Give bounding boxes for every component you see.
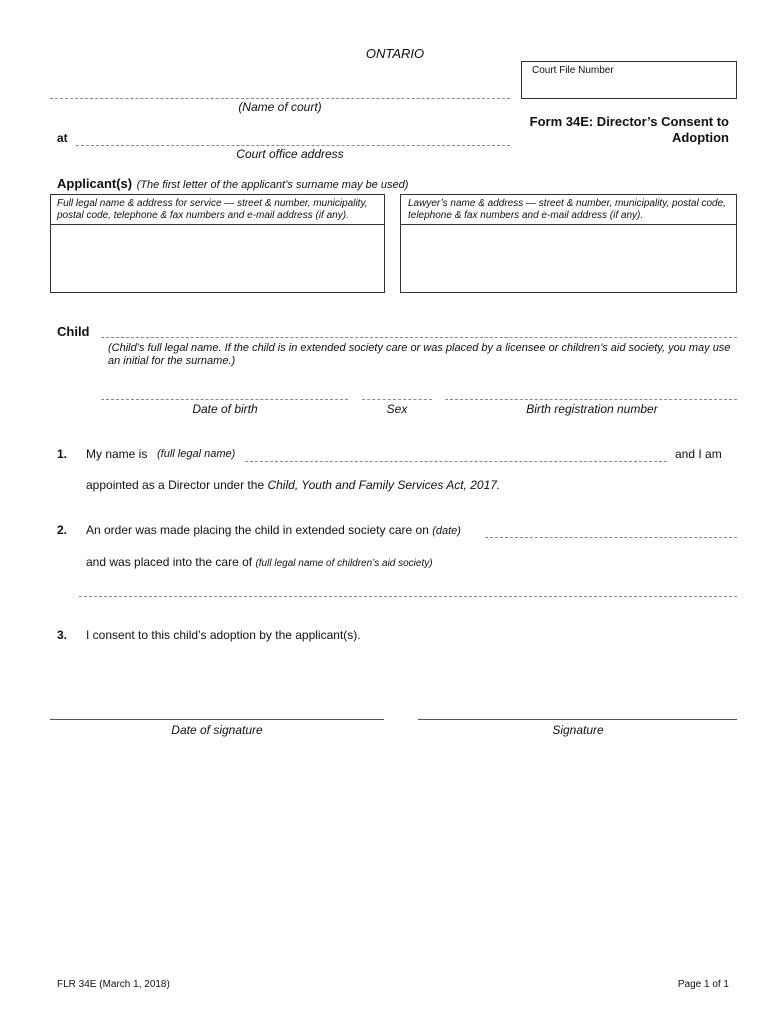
paragraph-2-hint: (date) [432, 525, 461, 537]
paragraph-1-text-b: and I am [675, 447, 722, 461]
child-name-line[interactable] [101, 337, 737, 338]
date-of-birth-label: Date of birth [192, 402, 258, 416]
court-file-number-label: Court File Number [532, 65, 614, 76]
page-number: Page 1 of 1 [677, 979, 729, 990]
form-title-line2: Adoption [671, 130, 729, 145]
child-label: Child [57, 324, 90, 339]
paragraph-2-line1 [86, 523, 461, 537]
applicant-address-label: Full legal name & address for service — street & number, municipality, postal code, telephone & fax numbers and e-mail address (if any). [57, 198, 368, 221]
lawyer-box-divider [401, 224, 736, 225]
paragraph-1-number: 1. [57, 447, 68, 461]
date-of-signature-line[interactable] [50, 719, 384, 720]
court-office-address-line[interactable] [76, 145, 510, 146]
jurisdiction-title: ONTARIO [365, 46, 425, 61]
paragraph-1-text-c: appointed as a Director under the [86, 478, 265, 492]
court-office-address-label: Court office address [236, 147, 344, 161]
birth-registration-line[interactable] [445, 399, 737, 400]
at-label: at [57, 131, 68, 145]
order-date-line[interactable] [485, 537, 737, 538]
paragraph-1-act: Child, Youth and Family Services Act, 2017. [267, 478, 501, 492]
paragraph-3-text: I consent to this child’s adoption by the applicant(s). [86, 628, 361, 642]
applicant-box-divider [51, 224, 384, 225]
applicants-heading: Applicant(s) [57, 176, 133, 191]
name-of-court-label: (Name of court) [238, 100, 322, 114]
paragraph-2-text-b: and was placed into the care of [86, 555, 253, 569]
child-note: (Child’s full legal name. If the child is in extended society care or was placed by a licensee or children’s aid society, you may use an initial for the surname.) [108, 342, 731, 367]
court-file-number-box[interactable] [521, 61, 737, 99]
name-of-court-line[interactable] [50, 98, 510, 99]
lawyer-address-box[interactable] [400, 194, 737, 293]
form-title-line1: Form 34E: Director’s Consent to [529, 114, 729, 129]
birth-registration-label: Birth registration number [526, 402, 658, 416]
paragraph-1-line2 [86, 478, 500, 492]
paragraph-1-hint: (full legal name) [157, 448, 236, 460]
applicant-address-box[interactable] [50, 194, 385, 293]
paragraph-2-text-a: An order was made placing the child in extended society care on [86, 523, 429, 537]
signature-label: Signature [552, 723, 604, 737]
date-of-signature-label: Date of signature [171, 723, 263, 737]
society-name-line[interactable] [79, 596, 737, 597]
date-of-birth-line[interactable] [101, 399, 348, 400]
signature-line[interactable] [418, 719, 737, 720]
sex-line[interactable] [362, 399, 432, 400]
paragraph-1-text-a: My name is [86, 447, 148, 461]
form-code: FLR 34E (March 1, 2018) [57, 979, 170, 990]
applicants-heading-row [57, 175, 408, 193]
paragraph-3-number: 3. [57, 628, 68, 642]
paragraph-2-hint2: (full legal name of children’s aid society) [255, 558, 433, 569]
applicants-note: (The first letter of the applicant’s surname may be used) [136, 179, 409, 191]
lawyer-address-label: Lawyer’s name & address — street & number, municipality, postal code, telephone & fax numbers and e-mail address (if any). [408, 198, 726, 221]
director-name-line[interactable] [245, 461, 667, 462]
paragraph-2-line2 [86, 555, 433, 569]
sex-label: Sex [386, 402, 408, 416]
paragraph-2-number: 2. [57, 523, 68, 537]
